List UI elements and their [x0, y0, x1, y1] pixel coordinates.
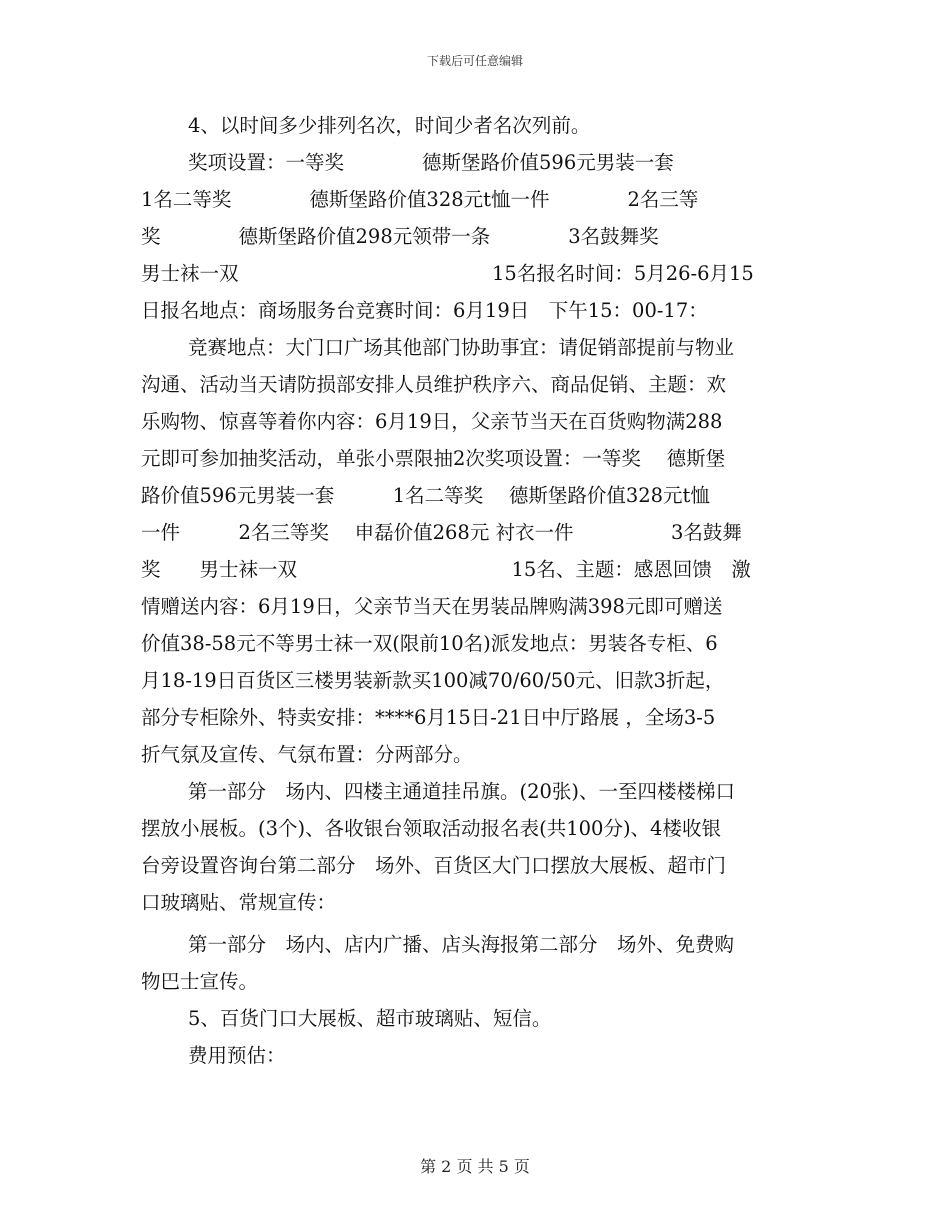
- text-line: 费用预估：: [188, 1044, 286, 1067]
- text-line: 折气氛及宣传、气氛布置：分两部分。: [141, 743, 473, 766]
- text-line: 奖 德斯堡路价值298元领带一条 3名鼓舞奖: [141, 225, 659, 248]
- text-line: 5、百货门口大展板、超市玻璃贴、短信。: [188, 1007, 552, 1030]
- text-line: 1名二等奖 德斯堡路价值328元t恤一件 2名三等: [141, 188, 699, 211]
- text-line: 情赠送内容：6月19日，父亲节当天在男装品牌购满398元即可赠送: [141, 595, 723, 618]
- text-line: 月18-19日百货区三楼男装新款买100减70/60/50元、旧款3折起，: [141, 669, 725, 692]
- text-line: 竞赛地点：大门口广场其他部门协助事宜：请促销部提前与物业: [188, 336, 735, 359]
- text-line: 沟通、活动当天请防损部安排人员维护秩序六、商品促销、主题：欢: [141, 373, 727, 396]
- text-line: 日报名地点：商场服务台竞赛时间：6月19日 下午15：00-17：: [141, 299, 708, 322]
- text-line: 口玻璃贴、常规宣传：: [141, 891, 337, 914]
- page-header: 下载后可任意编辑: [426, 54, 523, 68]
- text-line: 台旁设置咨询台第二部分 场外、百货区大门口摆放大展板、超市门: [141, 854, 727, 877]
- text-line: 乐购物、惊喜等着你内容：6月19日，父亲节当天在百货购物满288: [141, 410, 723, 433]
- text-line: 男士袜一双 15名报名时间：5月26-6月15: [141, 262, 754, 285]
- text-line: 4、以时间多少排列名次，时间少者名次列前。: [188, 114, 591, 137]
- text-line: 第一部分 场内、店内广播、店头海报第二部分 场外、免费购: [188, 933, 735, 956]
- text-line: 价值38-58元不等男士袜一双(限前10名)派发地点：男装各专柜、6: [141, 632, 718, 655]
- text-line: 部分专柜除外、特卖安排：****6月15日-21日中厅路展 ，全场3-5: [141, 706, 716, 729]
- page-footer: 第 2 页 共 5 页: [420, 1157, 530, 1176]
- text-line: 物巴士宣传。: [141, 970, 259, 993]
- text-line: 奖项设置：一等奖 德斯堡路价值596元男装一套: [188, 151, 674, 174]
- text-line: 摆放小展板。(3个)、各收银台领取活动报名表(共100分)、4楼收银: [141, 817, 721, 840]
- text-line: 元即可参加抽奖活动，单张小票限抽2次奖项设置：一等奖 德斯堡: [141, 447, 726, 470]
- text-line: 奖 男士袜一双 15名、主题：感恩回馈 激: [141, 558, 751, 581]
- text-line: 第一部分 场内、四楼主通道挂吊旗。(20张)、一至四楼楼梯口: [188, 780, 736, 803]
- text-line: 一件 2名三等奖 申磊价值268元 衬衣一件 3名鼓舞: [141, 521, 742, 544]
- text-line: 路价值596元男装一套 1名二等奖 德斯堡路价值328元t恤: [141, 484, 710, 507]
